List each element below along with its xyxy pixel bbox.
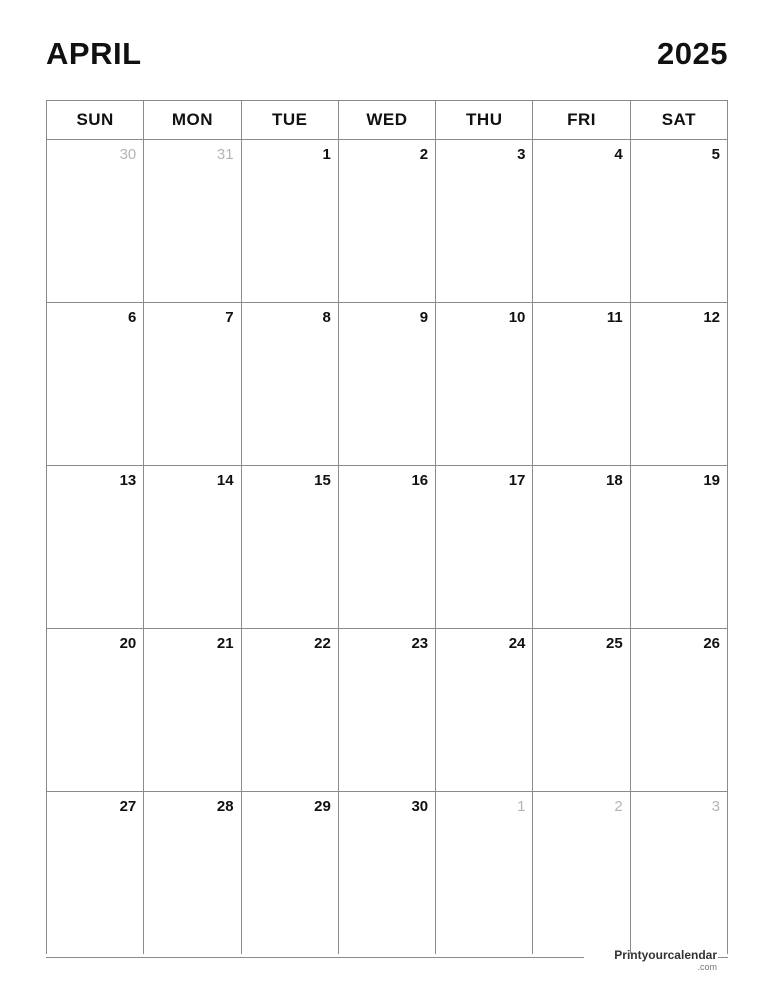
bottom-border-line xyxy=(46,957,584,958)
day-number: 19 xyxy=(703,472,720,489)
day-number: 23 xyxy=(411,635,429,652)
week-row xyxy=(47,466,728,629)
calendar-header xyxy=(46,36,728,80)
day-cell xyxy=(47,792,144,955)
day-cell xyxy=(47,140,144,303)
day-number: 4 xyxy=(614,146,623,163)
day-cell xyxy=(630,792,727,955)
day-number: 3 xyxy=(517,146,526,163)
day-number: 29 xyxy=(314,798,331,815)
day-number: 11 xyxy=(606,309,623,326)
day-cell xyxy=(47,629,144,792)
day-number: 31 xyxy=(216,146,234,163)
day-number: 16 xyxy=(411,472,429,489)
day-cell xyxy=(144,466,241,629)
day-number: 20 xyxy=(119,635,137,652)
day-number: 18 xyxy=(606,472,623,489)
day-cell xyxy=(144,629,241,792)
day-number: 22 xyxy=(314,635,331,652)
weekday-fri: FRI xyxy=(533,101,630,140)
day-cell xyxy=(144,303,241,466)
day-number: 27 xyxy=(119,798,137,815)
week-row xyxy=(47,629,728,792)
day-cell xyxy=(533,466,630,629)
brand-logo xyxy=(592,948,717,972)
day-number: 26 xyxy=(703,635,720,652)
day-cell xyxy=(630,629,727,792)
day-number: 2 xyxy=(614,798,623,815)
weekday-sun: SUN xyxy=(47,101,144,140)
day-cell xyxy=(338,629,435,792)
day-number: 14 xyxy=(216,472,234,489)
day-cell xyxy=(533,792,630,955)
day-cell xyxy=(630,140,727,303)
week-row xyxy=(47,792,728,955)
day-number: 3 xyxy=(711,798,720,815)
day-number: 15 xyxy=(314,472,331,489)
day-cell xyxy=(630,303,727,466)
day-cell xyxy=(533,140,630,303)
day-number: 21 xyxy=(216,635,234,652)
day-cell xyxy=(338,303,435,466)
day-number: 30 xyxy=(411,798,429,815)
day-cell xyxy=(338,140,435,303)
day-cell xyxy=(47,303,144,466)
day-number: 7 xyxy=(225,309,234,326)
brand-name: Printyourcalendar xyxy=(614,948,717,962)
day-cell xyxy=(533,629,630,792)
day-number: 1 xyxy=(322,146,331,163)
day-number: 6 xyxy=(127,309,137,326)
day-number: 1 xyxy=(517,798,526,815)
day-cell xyxy=(144,792,241,955)
weekday-mon: MON xyxy=(144,101,241,140)
day-cell xyxy=(144,140,241,303)
day-number: 8 xyxy=(322,309,331,326)
day-number: 30 xyxy=(119,146,137,163)
day-cell xyxy=(338,466,435,629)
day-number: 17 xyxy=(508,472,526,489)
weekday-wed: WED xyxy=(338,101,435,140)
bottom-border-line-end xyxy=(718,957,728,958)
day-number: 10 xyxy=(508,309,526,326)
weekday-header-row xyxy=(47,101,728,140)
week-row xyxy=(47,303,728,466)
day-number: 28 xyxy=(216,798,234,815)
month-title: APRIL xyxy=(46,36,142,71)
weekday-thu: THU xyxy=(436,101,533,140)
day-cell xyxy=(338,792,435,955)
day-cell xyxy=(47,466,144,629)
year-title: 2025 xyxy=(657,36,728,71)
day-cell xyxy=(241,629,338,792)
day-cell xyxy=(241,140,338,303)
day-cell xyxy=(241,303,338,466)
day-number: 25 xyxy=(606,635,623,652)
calendar-grid xyxy=(46,100,728,954)
day-cell xyxy=(436,792,533,955)
week-row xyxy=(47,140,728,303)
day-cell xyxy=(241,466,338,629)
day-cell xyxy=(241,792,338,955)
day-cell xyxy=(436,140,533,303)
weekday-sat: SAT xyxy=(630,101,727,140)
day-number: 5 xyxy=(711,146,720,163)
weekday-tue: TUE xyxy=(241,101,338,140)
day-number: 2 xyxy=(419,146,429,163)
day-number: 9 xyxy=(419,309,429,326)
day-number: 13 xyxy=(119,472,137,489)
day-number: 12 xyxy=(703,309,720,326)
day-number: 24 xyxy=(508,635,526,652)
day-cell xyxy=(436,466,533,629)
day-cell xyxy=(436,303,533,466)
day-cell xyxy=(533,303,630,466)
day-cell xyxy=(436,629,533,792)
day-cell xyxy=(630,466,727,629)
brand-tld: .com xyxy=(697,962,717,972)
